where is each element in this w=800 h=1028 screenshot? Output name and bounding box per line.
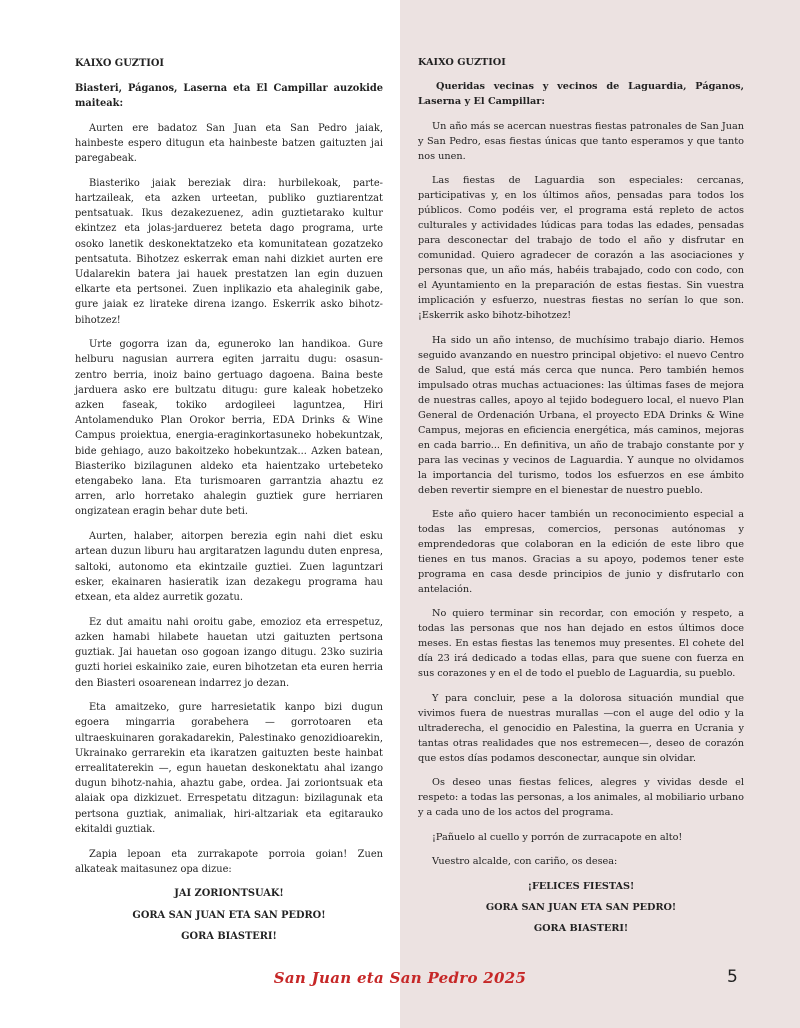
spanish-paragraph: ¡Pañuelo al cuello y porrón de zurracapote en alto! [432, 831, 683, 843]
spanish-letter-column [418, 56, 744, 943]
basque-paragraph: Aurten ere badatoz San Juan eta San Pedro jaiak, hainbeste espero ditugun eta hainbeste batzen gaituzten jai paregabeak. [75, 122, 383, 165]
basque-letter-column [75, 56, 383, 950]
spanish-paragraph: Este año quiero hacer también un reconocimiento especial a todas las empresas, comercios, personas autónomas y emprendedoras que colaboran en la edición de este libro que tienes en tus manos. Gracias a su apoyo, podemos tener este programa en casa desde principios de junio y disfrutarlo con antelación. [418, 509, 744, 595]
basque-paragraph: Zapia lepoan eta zurrakapote porroia goian! Zuen alkateak maitasunez opa dizue: [75, 848, 383, 875]
spanish-paragraph: Las fiestas de Laguardia son especiales: cercanas, participativas y, en los últimos años, pensadas para todos los públicos. Como podéis ver, el programa está repleto de actos culturales y actividades lúdicas para todas las edades, pensadas para desconectar del trabajo de todo el año y disfrutar en comunidad. Quiero agradecer de corazón a las asociaciones y personas que, un año más, habéis trabajado, codo con codo, con el Ayuntamiento en la preparación de estas fiestas. Sin vuestra implicación y esfuerzo, nuestras fiestas no serían lo que son. ¡Eskerrik asko bihotz-bihotzez! [418, 175, 744, 322]
spanish-greeting: Queridas vecinas y vecinos de Laguardia, Páganos, Laserna y El Campillar: [418, 81, 744, 108]
spanish-closing-line: GORA BIASTERI! [533, 922, 629, 934]
basque-paragraph: Eta amaitzeko, gure harresietatik kanpo bizi dugun egoera mingarria gorabehera — gorrotoaren eta ultraeskuinaren gorakadarekin, Palestinako genozidioarekin, Ukrainako gerrarekin eta ikaratzen gaituzten beste hainbat errealitaterekin —, egun hauetan deskonektatu ahal izango dugun bihotz-nahia, ahaztu gabe, ordea. Jai zoriontsuak eta alaiak opa dizkizuet. Errespetatu ditzagun: bizilagunak eta pertsona guztiak, animaliak, hiri-altzariak eta egitarauko ekitaldi guztiak. [75, 702, 383, 835]
spanish-paragraph: Ha sido un año intenso, de muchísimo trabajo diario. Hemos seguido avanzando en nuestro principal objetivo: el nuevo Centro de Salud, que está más cerca que nunca. Pero también hemos impulsado otras muchas actuaciones: las últimas fases de mejora de nuestras calles, apoyo al tejido bodeguero local, el nuevo Plan General de Ordenación Urbana, el proyecto EDA Drinks & Wine Campus, mejoras en eficiencia energética, más caminos, mejoras en cada barrio... En definitiva, un año de trabajo constante por y para las vecinas y vecinos de Laguardia. Y aunque no olvidamos la importancia del turismo, todos los esfuerzos en ese ámbito deben revertir siempre en el bienestar de nuestro pueblo. [418, 334, 744, 496]
spanish-paragraph: Y para concluir, pese a la dolorosa situación mundial que vivimos fuera de nuestras murallas —con el auge del odio y la ultraderecha, el genocidio en Palestina, la guerra en Ucrania y tantas otras realidades que nos estremecen—, deseo de corazón que estos días podamos desconectar, aunque sin olvidar. [418, 692, 744, 764]
basque-closing-line: GORA BIASTERI! [181, 930, 277, 942]
basque-heading: KAIXO GUZTIOI [75, 58, 165, 69]
basque-paragraph: Ez dut amaitu nahi oroitu gabe, emozioz eta errespetuz, azken hamabi hilabete hauetan utzi gaituzten pertsona guztiak. Jai hauetan oso gogoan izango ditugu. 23ko suziria guzti horiei eskainiko zaie, euren bihotzetan eta euren herria den Biasteri osoarenean indarrez jo dezan. [75, 616, 383, 689]
spanish-heading: KAIXO GUZTIOI [418, 57, 506, 68]
basque-paragraph: Aurten, halaber, aitorpen berezia egin nahi diet esku artean duzun liburu hau argitaratzen lagundu duten enpresa, saltoki, autonomo eta ekintzaile guztiei. Zuen laguntzari esker, ekainaren hasieratik izan dezakegu programa hau etxean, eta aldez aurretik gozatu. [75, 531, 383, 603]
spanish-paragraph: Un año más se acercan nuestras fiestas patronales de San Juan y San Pedro, esas fiestas únicas que tanto esperamos y que tanto nos unen. [418, 120, 744, 162]
basque-paragraph: Urte gogorra izan da, eguneroko lan handikoa. Gure helburu nagusian aurrera egiten jarraitu dugu: osasun-zentro berria, inoiz baino gertuago dagoena. Baina beste jarduera asko ere bultzatu ditugu: gure kaleak hobetzeko azken faseak, tokiko ardogileei laguntzea, Hiri Antolamenduko Plan Orokor berria, EDA Drinks & Wine Campus proiektua, energia-eraginkortasuneko hobekuntzak, bide gehiago, auzo bakoitzeko hobekuntzak... Azken batean, Biasteriko bizilagunen aldeko eta haientzako urtebeteko etengabeko lana. Eta turismoaren garrantzia ahaztu ez arren, arlo horretako ahalegin guztiek gure herriaren ongizatean eragin behar dute beti. [75, 339, 383, 518]
spanish-closing-line: ¡FELICES FIESTAS! [527, 880, 635, 892]
basque-closing-line: GORA SAN JUAN ETA SAN PEDRO! [132, 909, 326, 921]
page-number: 5 [727, 967, 738, 987]
basque-paragraph: Biasteriko jaiak bereziak dira: hurbilekoak, parte-hartzaileak, eta azken urteetan, publiko guztiarentzat pentsatuak. Ikus dezakezuenez, adin guztietarako kultur ekintzez eta jolas-jarduerez beteta dago programa, urte osoko lanetik deskonektatzeko eta komunitatean gozatzeko pentsatuta. Bihotzez eskerrak eman nahi dizkiet aurten ere Udalarekin batera jai hauek prestatzen lan egin duzuen elkarte eta pertsonei. Zuen inplikazio eta ahaleginik gabe, gure jaiak ez lirateke direna izango. Eskerrik asko bihotz-bihotzez! [75, 177, 383, 326]
spanish-paragraph: Vuestro alcalde, con cariño, os desea: [432, 856, 618, 868]
spanish-paragraph: No quiero terminar sin recordar, con emoción y respeto, a todas las personas que nos han dejado en estos últimos doce meses. En estas fiestas las tenemos muy presentes. El cohete del día 23 irá dedicado a todas ellas, para que suene con fuerza en sus corazones y en el de todo el pueblo de Laguardia, su pueblo. [418, 608, 744, 680]
basque-greeting: Biasteri, Páganos, Laserna eta El Campillar auzokide maiteak: [75, 82, 383, 109]
spanish-paragraph: Os deseo unas fiestas felices, alegres y vividas desde el respeto: a todas las personas, a los animales, al mobiliario urbano y a cada uno de los actos del programa. [418, 777, 744, 819]
basque-closing-line: JAI ZORIONTSUAK! [174, 888, 284, 900]
footer-title: San Juan eta San Pedro 2025 [273, 969, 527, 987]
spanish-closing-line: GORA SAN JUAN ETA SAN PEDRO! [485, 901, 677, 913]
